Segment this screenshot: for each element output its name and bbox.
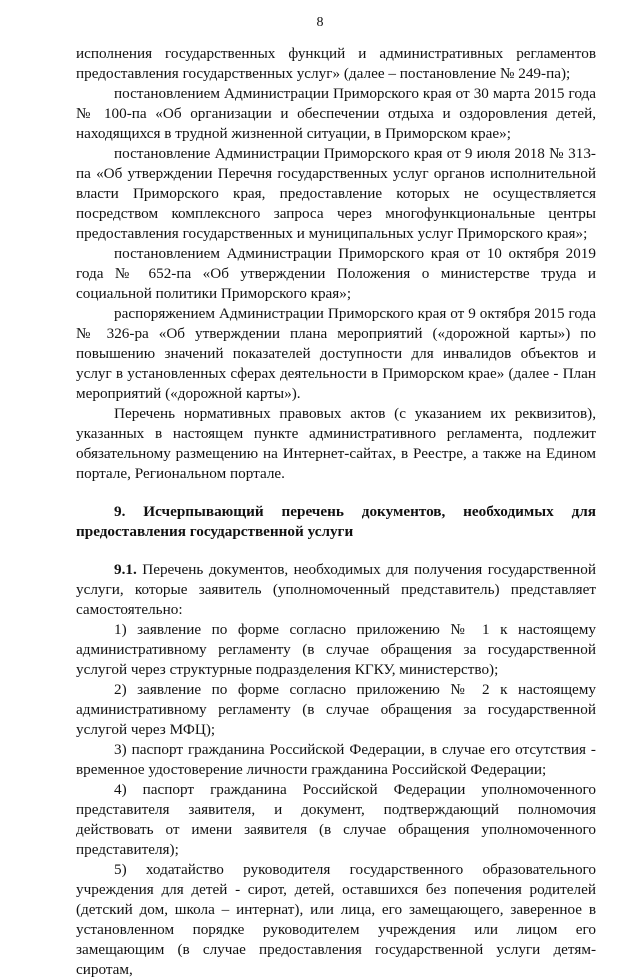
list-item-3: 3) паспорт гражданина Российской Федерации, в случае его отсутствия - временное удостоверение личности гражданина Российской Федерации; <box>76 741 596 778</box>
subsection-number: 9.1. <box>114 561 137 578</box>
list-item-2: 2) заявление по форме согласно приложению № 2 к настоящему административному регламенту (в случае обращения за государственной услугой через МФЦ); <box>76 681 596 738</box>
paragraph-resolution-652pa: постановлением Администрации Приморского края от 10 октября 2019 года № 652-па «Об утверждении Положения о министерстве труда и социальной политики Приморского края»; <box>76 245 596 302</box>
paragraph-regulation-continuation: исполнения государственных функций и административных регламентов предоставления государственных услуг» (далее – постановление № 249-па); <box>76 45 596 82</box>
section-heading-documents: 9. Исчерпывающий перечень документов, необходимых для предоставления государственной услуги <box>76 503 596 540</box>
paragraph-acts-list-note: Перечень нормативных правовых актов (с указанием их реквизитов), указанных в настоящем пункте административного регламента, подлежит обязательному размещению на Интернет-сайтах, в Реестре, а также на Едином портале, Региональном портале. <box>76 405 596 482</box>
document-body <box>76 44 596 980</box>
paragraph-resolution-313pa: постановление Администрации Приморского края от 9 июля 2018 № 313-па «Об утверждении Перечня государственных услуг органов исполнительной власти Приморского края, предоставление которых не осуществляется посредством комплексного запроса через многофункциональные центры предоставления государственных и муниципальных услуг Приморского края»; <box>76 145 596 242</box>
page-number: 8 <box>316 15 324 30</box>
list-item-5: 5) ходатайство руководителя государственного образовательного учреждения для детей - сирот, детей, оставшихся без попечения родителей (детский дом, школа – интернат), или лица, его замещающего, заверенное в установленном порядке руководителем учреждения или лицом его замещающим (в случае предоставления государственной услуги детям-сиротам, <box>76 861 596 978</box>
list-item-1: 1) заявление по форме согласно приложению № 1 к настоящему административному регламенту (в случае обращения за государственной услугой через структурные подразделения КГКУ, министерство); <box>76 621 596 678</box>
paragraph-order-326ra: распоряжением Администрации Приморского края от 9 октября 2015 года № 326-ра «Об утверждении плана мероприятий («дорожной карты») по повышению значений показателей доступности для инвалидов объектов и услуг в установленных сферах деятельности в Приморском крае» (далее - План мероприятий («дорожной карты»). <box>76 305 596 402</box>
subsection-text: Перечень документов, необходимых для получения государственной услуги, которые заявитель (уполномоченный представитель) представляет самостоятельно: <box>76 561 596 618</box>
paragraph-resolution-100pa: постановлением Администрации Приморского края от 30 марта 2015 года № 100-па «Об организации и обеспечении отдыха и оздоровления детей, находящихся в трудной жизненной ситуации, в Приморском крае»; <box>76 85 596 142</box>
subsection-9-1 <box>76 560 596 620</box>
list-item-4: 4) паспорт гражданина Российской Федерации уполномоченного представителя заявителя, и документ, подтверждающий полномочия действовать от имени заявителя (в случае обращения уполномоченного представителя); <box>76 781 596 858</box>
